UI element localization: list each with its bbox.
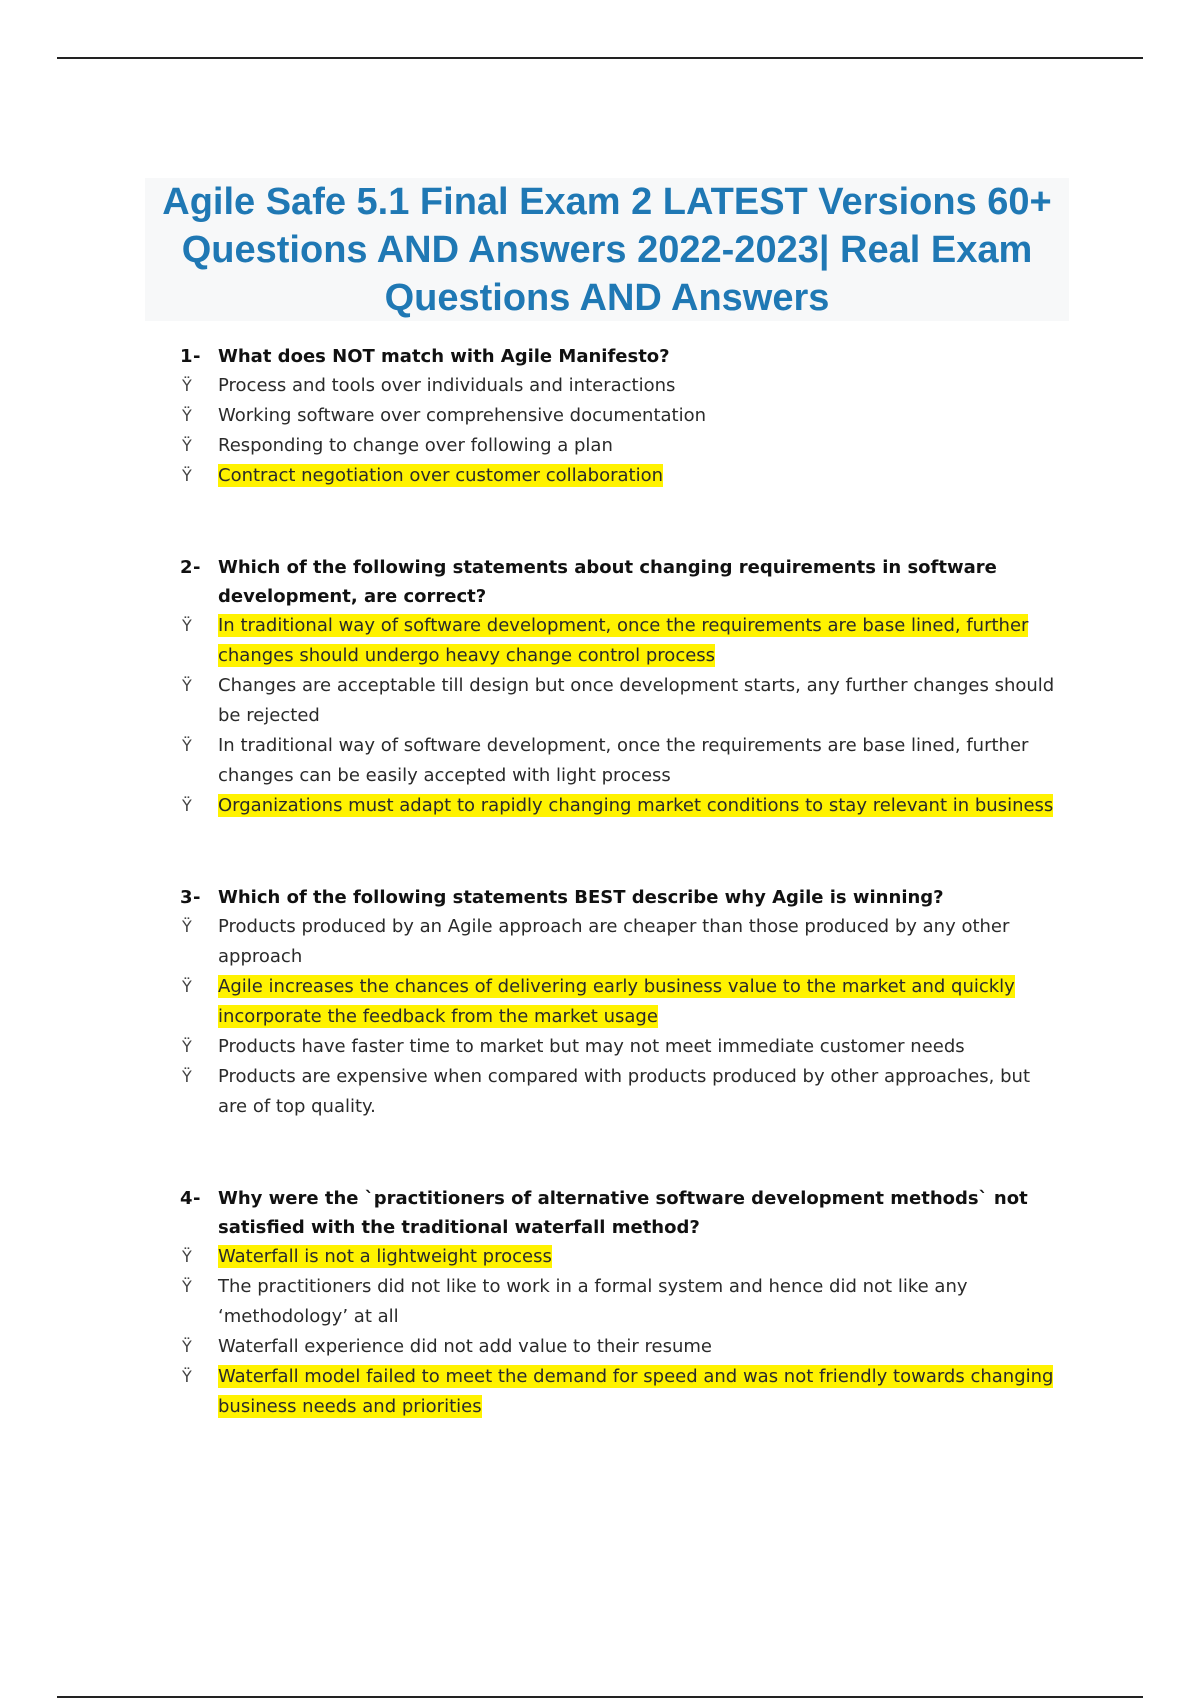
option-text: Products produced by an Agile approach are cheaper than those produced by any other approach [218, 916, 1010, 967]
top-rule [57, 57, 1143, 59]
question-header [180, 1184, 1060, 1242]
bullet-icon: Ÿ [182, 1067, 192, 1086]
question-text: Which of the following statements about changing requirements in software development, are correct? [218, 557, 997, 607]
option-text: Waterfall experience did not add value to their resume [218, 1336, 712, 1357]
answer-option [180, 371, 1060, 401]
bullet-icon: Ÿ [182, 1367, 192, 1386]
bullet-icon: Ÿ [182, 1277, 192, 1296]
answer-option [180, 671, 1060, 731]
answer-option-correct [180, 461, 1060, 491]
option-text: Working software over comprehensive documentation [218, 405, 707, 426]
bullet-icon: Ÿ [182, 917, 192, 936]
question-number: 4- [180, 1188, 201, 1209]
option-text: In traditional way of software development, once the requirements are base lined, further changes can be easily accepted with light process [218, 735, 1029, 786]
bullet-icon: Ÿ [182, 616, 192, 635]
highlighted-answer-text: Agile increases the chances of delivering early business value to the market and quickly incorporate the feedback from the market usage [218, 976, 1015, 1027]
highlighted-answer-text: Organizations must adapt to rapidly changing market conditions to stay relevant in business [218, 795, 1054, 816]
question-number: 1- [180, 346, 201, 367]
option-text: Process and tools over individuals and interactions [218, 375, 676, 396]
bullet-icon: Ÿ [182, 436, 192, 455]
answer-option-correct [180, 791, 1060, 821]
bottom-rule [57, 1696, 1143, 1698]
answer-option [180, 401, 1060, 431]
answer-option-correct [180, 1242, 1060, 1272]
question-3 [180, 883, 1060, 1122]
option-text: The practitioners did not like to work in a formal system and hence did not like any ‘methodology’ at all [218, 1276, 968, 1327]
question-number: 3- [180, 887, 201, 908]
bullet-icon: Ÿ [182, 676, 192, 695]
bullet-icon: Ÿ [182, 1337, 192, 1356]
bullet-icon: Ÿ [182, 977, 192, 996]
question-2 [180, 553, 1060, 821]
highlighted-answer-text: Waterfall is not a lightweight process [218, 1246, 552, 1267]
answer-option [180, 1272, 1060, 1332]
highlighted-answer-text: Waterfall model failed to meet the demand for speed and was not friendly towards changing business needs and priorities [218, 1366, 1054, 1417]
question-text: Which of the following statements BEST describe why Agile is winning? [218, 887, 944, 908]
option-text: Responding to change over following a plan [218, 435, 613, 456]
highlighted-answer-text: Contract negotiation over customer collaboration [218, 465, 663, 486]
answer-option [180, 912, 1060, 972]
option-text: Changes are acceptable till design but once development starts, any further changes should be rejected [218, 675, 1055, 726]
answer-option [180, 731, 1060, 791]
bullet-icon: Ÿ [182, 1037, 192, 1056]
question-header [180, 342, 1060, 371]
answer-option [180, 431, 1060, 461]
answer-option-correct [180, 611, 1060, 671]
question-text: Why were the `practitioners of alternative software development methods` not satisfied with the traditional waterfall method? [218, 1188, 1028, 1238]
bullet-icon: Ÿ [182, 376, 192, 395]
highlighted-answer-text: In traditional way of software development, once the requirements are base lined, further changes should undergo heavy change control process [218, 615, 1029, 666]
question-4 [180, 1184, 1060, 1422]
answer-option-correct [180, 972, 1060, 1032]
bullet-icon: Ÿ [182, 406, 192, 425]
bullet-icon: Ÿ [182, 736, 192, 755]
question-header [180, 553, 1060, 611]
question-1 [180, 342, 1060, 491]
answer-option [180, 1332, 1060, 1362]
bullet-icon: Ÿ [182, 1247, 192, 1266]
question-list [180, 342, 1060, 1484]
question-number: 2- [180, 557, 201, 578]
answer-option-correct [180, 1362, 1060, 1422]
title-banner [145, 178, 1069, 321]
bullet-icon: Ÿ [182, 796, 192, 815]
answer-option [180, 1062, 1060, 1122]
question-text: What does NOT match with Agile Manifesto? [218, 346, 670, 367]
option-text: Products have faster time to market but may not meet immediate customer needs [218, 1036, 965, 1057]
answer-option [180, 1032, 1060, 1062]
option-text: Products are expensive when compared with products produced by other approaches, but are of top quality. [218, 1066, 1031, 1117]
bullet-icon: Ÿ [182, 466, 192, 485]
question-header [180, 883, 1060, 912]
document-title: Agile Safe 5.1 Final Exam 2 LATEST Versions 60+ Questions AND Answers 2022-2023| Real Exam Questions AND Answers [162, 180, 1052, 319]
